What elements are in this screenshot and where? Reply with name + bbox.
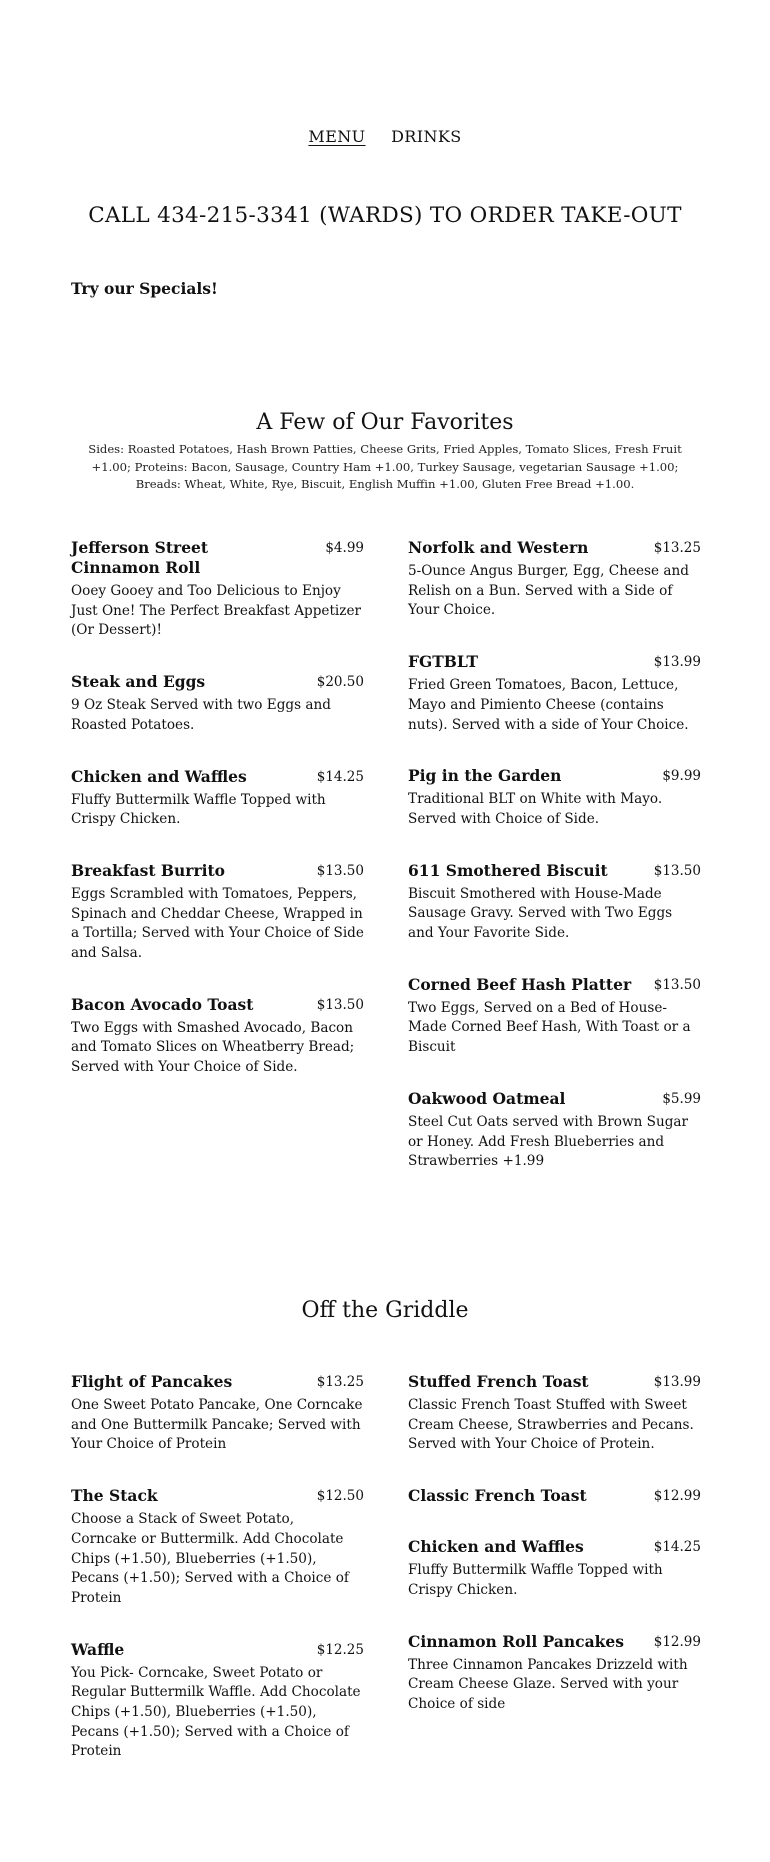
griddle-left-column bbox=[71, 1372, 364, 1793]
item-price: $13.50 bbox=[316, 862, 364, 879]
griddle-right-column bbox=[408, 1372, 701, 1746]
item-price: $12.50 bbox=[316, 1488, 364, 1505]
item-description: One Sweet Potato Pancake, One Corncake and One Buttermilk Pancake; Served with Your Choice of Protein bbox=[71, 1397, 363, 1453]
item-name: Breakfast Burrito bbox=[71, 860, 225, 880]
item-name: The Stack bbox=[71, 1486, 158, 1506]
item-name: FGTBLT bbox=[408, 652, 479, 672]
menu-item bbox=[408, 1089, 701, 1172]
menu-item bbox=[71, 995, 364, 1078]
item-name: Pig in the Garden bbox=[408, 766, 562, 786]
item-description: Classic French Toast Stuffed with Sweet Cream Cheese, Strawberries and Pecans. Served with Your Choice of Protein. bbox=[408, 1397, 694, 1453]
menu-item bbox=[408, 1372, 701, 1455]
item-name: Stuffed French Toast bbox=[408, 1372, 589, 1391]
item-price: $13.25 bbox=[653, 540, 701, 556]
sides-note: Sides: Roasted Potatoes, Hash Brown Patties, Cheese Grits, Fried Apples, Tomato Slices, Fresh Fruit +1.00; Proteins: Bacon, Sausage, Country Ham +1.00, Turkey Sausage, vegetarian Sausage +1.00; Breads: Wheat, White, Rye, Biscuit, English Muffin +1.00, Gluten Free Bread +1.00. bbox=[88, 442, 682, 491]
menu-item bbox=[71, 1372, 364, 1455]
item-description: Fried Green Tomatoes, Bacon, Lettuce, Mayo and Pimiento Cheese (contains nuts). Served with a side of Your Choice. bbox=[408, 677, 689, 733]
item-price: $13.50 bbox=[316, 996, 364, 1013]
item-price: $12.25 bbox=[316, 1641, 364, 1658]
menu-item bbox=[71, 767, 364, 830]
item-price: $13.99 bbox=[653, 654, 701, 671]
item-price: $13.50 bbox=[653, 862, 701, 879]
menu-item bbox=[408, 1486, 701, 1506]
item-name: Flight of Pancakes bbox=[71, 1372, 233, 1391]
menu-item bbox=[71, 538, 364, 641]
item-name: Waffle bbox=[71, 1639, 125, 1659]
item-name: Steak and Eggs bbox=[71, 672, 206, 692]
menu-item bbox=[408, 538, 701, 621]
menu-item bbox=[71, 672, 364, 735]
specials-link[interactable]: Try our Specials! bbox=[71, 279, 218, 298]
menu-item bbox=[408, 766, 701, 829]
item-price: $13.99 bbox=[653, 1374, 701, 1390]
item-price: $4.99 bbox=[325, 540, 364, 556]
menu-item bbox=[408, 652, 701, 735]
item-description: Choose a Stack of Sweet Potato, Corncake or Buttermilk. Add Chocolate Chips (+1.50), Blueberries (+1.50), Pecans (+1.50); Served with a Choice of Protein bbox=[71, 1511, 349, 1606]
menu-item bbox=[71, 861, 364, 964]
top-nav bbox=[0, 127, 770, 146]
section-title-griddle: Off the Griddle bbox=[301, 1298, 469, 1323]
item-price: $14.25 bbox=[316, 768, 364, 785]
item-name: Chicken and Waffles bbox=[71, 766, 247, 786]
item-description: Ooey Gooey and Too Delicious to Enjoy Just One! The Perfect Breakfast Appetizer (Or Dessert)! bbox=[71, 583, 361, 639]
menu-item bbox=[408, 975, 701, 1058]
item-price: $5.99 bbox=[662, 1090, 701, 1107]
item-description: Fluffy Buttermilk Waffle Topped with Crispy Chicken. bbox=[71, 791, 326, 828]
item-price: $13.50 bbox=[653, 976, 701, 993]
takeout-call-heading: CALL 434-215-3341 (WARDS) TO ORDER TAKE-OUT bbox=[88, 203, 682, 228]
item-name: Chicken and Waffles bbox=[408, 1537, 584, 1557]
item-name: Corned Beef Hash Platter bbox=[408, 974, 632, 994]
item-name: Norfolk and Western bbox=[408, 538, 589, 557]
item-price: $20.50 bbox=[316, 674, 364, 691]
item-description: You Pick- Corncake, Sweet Potato or Regular Buttermilk Waffle. Add Chocolate Chips (+1.50), Blueberries (+1.50), Pecans (+1.50); Served with a Choice of Protein bbox=[71, 1664, 361, 1760]
item-name: Jefferson Street Cinnamon Roll bbox=[71, 538, 209, 577]
item-price: $9.99 bbox=[662, 768, 701, 785]
favorites-right-column bbox=[408, 538, 701, 1203]
item-description: Traditional BLT on White with Mayo. Served with Choice of Side. bbox=[408, 791, 663, 827]
item-price: $12.99 bbox=[653, 1633, 701, 1650]
favorites-left-column bbox=[71, 538, 364, 1109]
item-price: $13.25 bbox=[316, 1374, 364, 1390]
menu-item bbox=[71, 1486, 364, 1609]
item-description: Fluffy Buttermilk Waffle Topped with Crispy Chicken. bbox=[408, 1562, 663, 1598]
item-description: Two Eggs with Smashed Avocado, Bacon and Tomato Slices on Wheatberry Bread; Served with Your Choice of Side. bbox=[71, 1019, 355, 1076]
item-description: Three Cinnamon Pancakes Drizzeld with Cream Cheese Glaze. Served with your Choice of side bbox=[408, 1656, 688, 1712]
item-name: 611 Smothered Biscuit bbox=[408, 860, 608, 880]
item-description: 9 Oz Steak Served with two Eggs and Roasted Potatoes. bbox=[71, 697, 331, 733]
item-name: Oakwood Oatmeal bbox=[408, 1088, 566, 1108]
section-title-favorites: A Few of Our Favorites bbox=[256, 410, 514, 435]
item-name: Classic French Toast bbox=[408, 1486, 587, 1506]
menu-item bbox=[71, 1640, 364, 1763]
menu-item bbox=[408, 861, 701, 944]
item-name: Cinnamon Roll Pancakes bbox=[408, 1631, 624, 1651]
item-description: Biscuit Smothered with House-Made Sausage Gravy. Served with Two Eggs and Your Favorite Side. bbox=[408, 885, 673, 942]
item-description: Two Eggs, Served on a Bed of House-Made Corned Beef Hash, With Toast or a Biscuit bbox=[408, 999, 691, 1056]
menu-item bbox=[408, 1632, 701, 1715]
nav-link-drinks[interactable]: DRINKS bbox=[391, 127, 462, 146]
menu-item bbox=[408, 1537, 701, 1600]
item-name: Bacon Avocado Toast bbox=[71, 994, 254, 1014]
nav-link-menu[interactable]: MENU bbox=[308, 127, 366, 146]
item-description: 5-Ounce Angus Burger, Egg, Cheese and Relish on a Bun. Served with a Side of Your Choice. bbox=[408, 563, 689, 619]
item-description: Eggs Scrambled with Tomatoes, Peppers, Spinach and Cheddar Cheese, Wrapped in a Tortilla; Served with Your Choice of Side and Salsa. bbox=[71, 885, 364, 962]
item-price: $14.25 bbox=[653, 1539, 701, 1556]
item-description: Steel Cut Oats served with Brown Sugar or Honey. Add Fresh Blueberries and Strawberries +1.99 bbox=[408, 1113, 689, 1170]
item-price: $12.99 bbox=[653, 1488, 701, 1505]
